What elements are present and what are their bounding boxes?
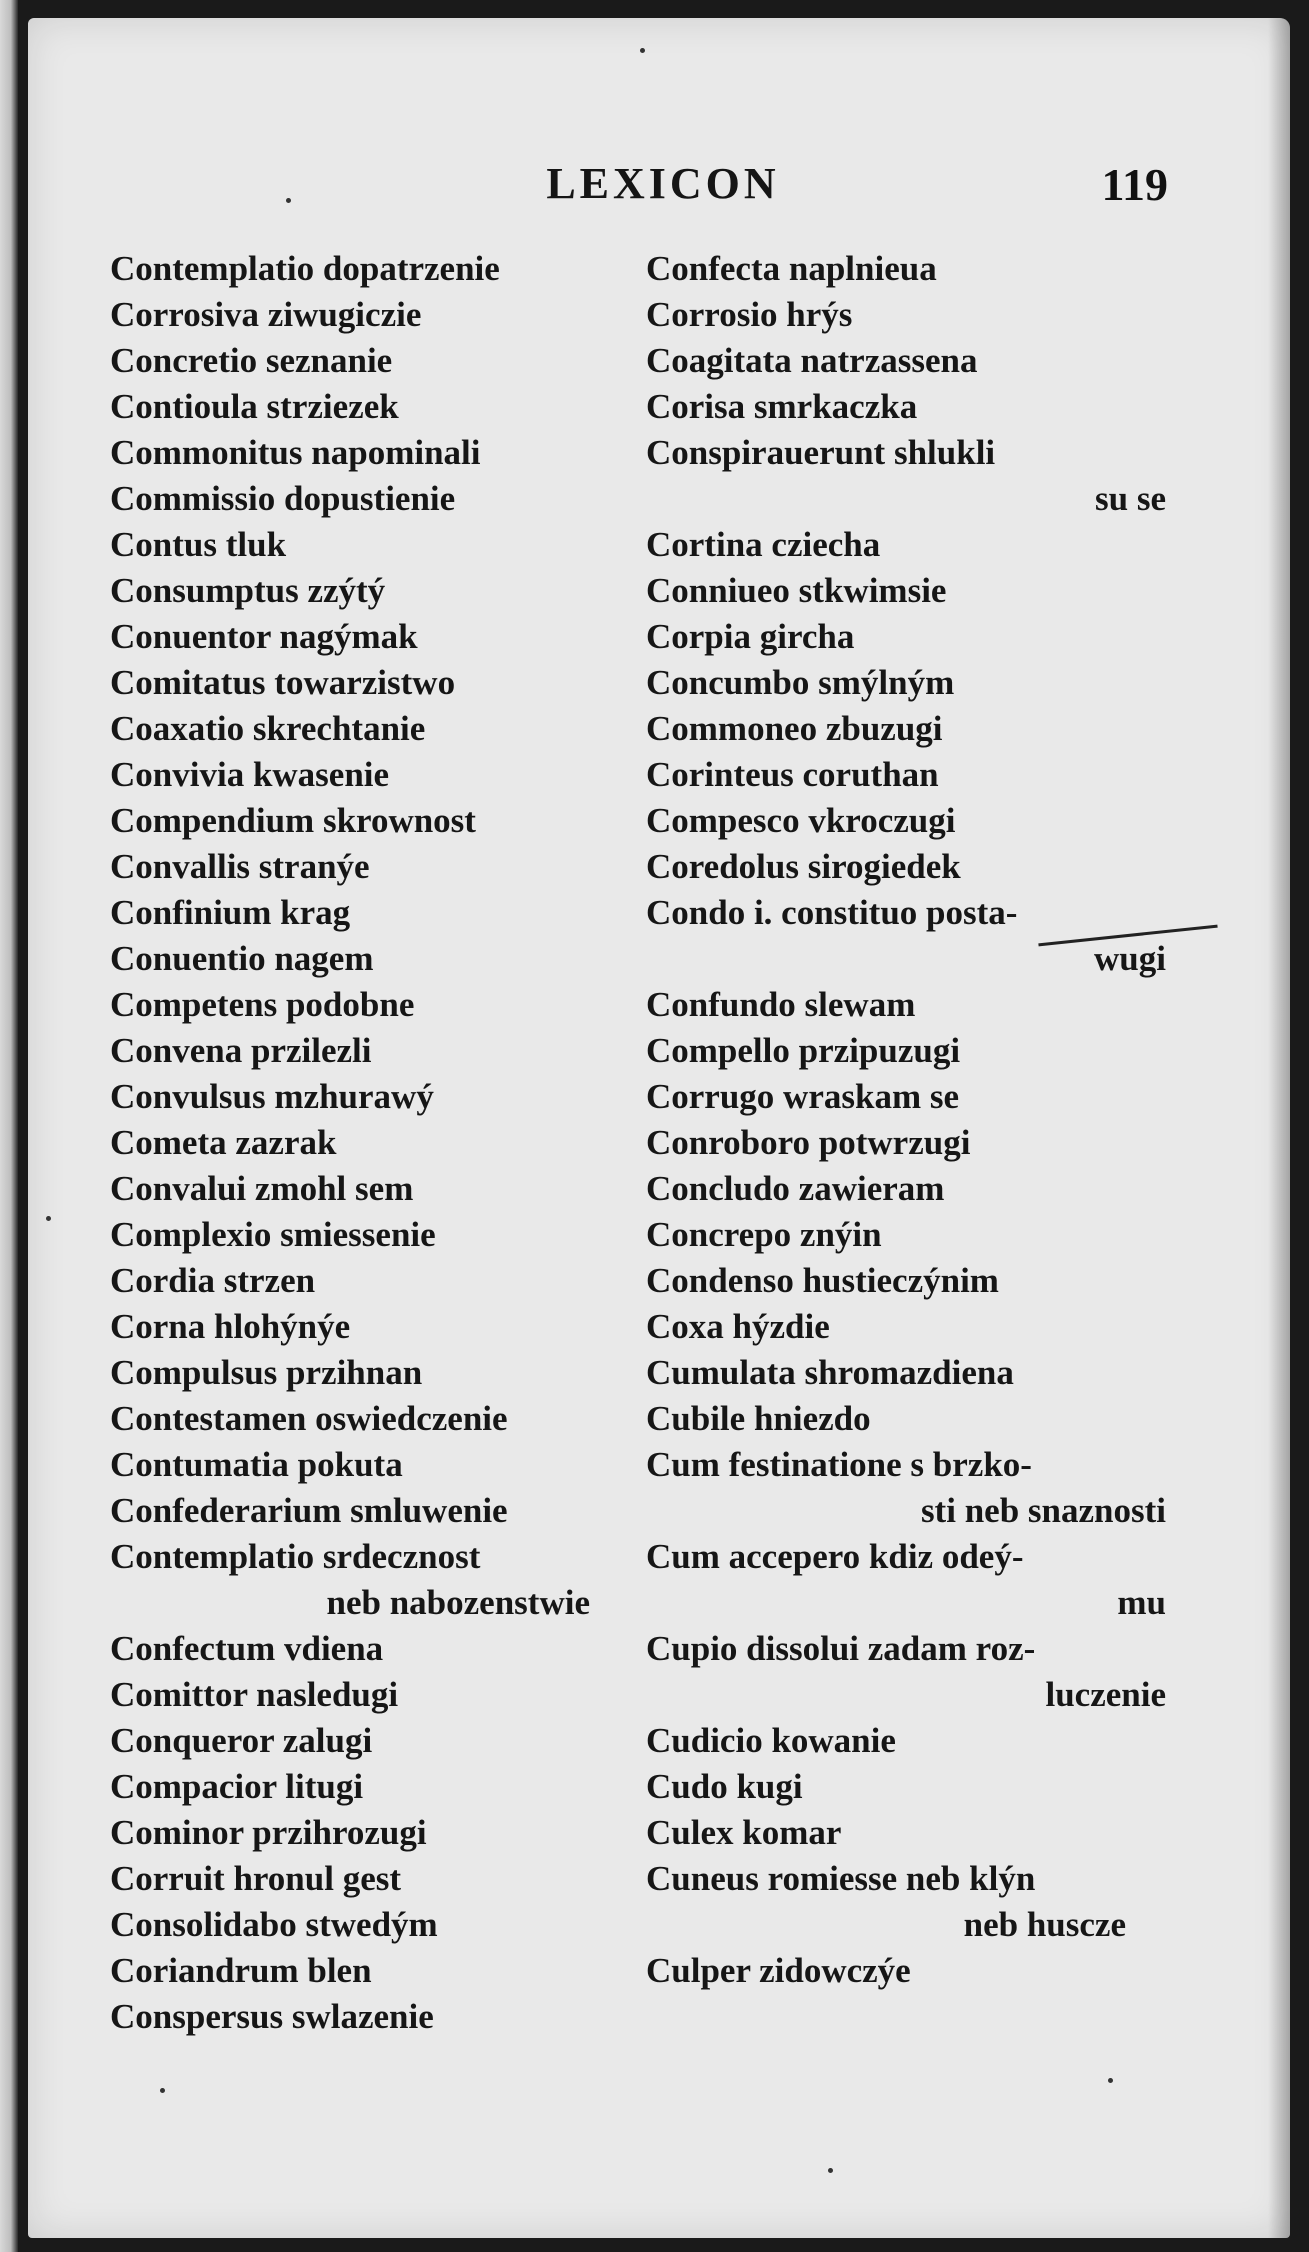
entry: Cubile hniezdo bbox=[646, 1399, 871, 1438]
entry: Contumatia pokuta bbox=[110, 1445, 403, 1484]
ink-speck bbox=[1108, 2078, 1113, 2083]
entry: Competens podobne bbox=[110, 985, 415, 1024]
entry: Commoneo zbuzugi bbox=[646, 709, 943, 748]
previous-page-edge bbox=[0, 0, 18, 2252]
ink-speck bbox=[160, 2088, 165, 2093]
entry: Corrugo wraskam se bbox=[646, 1077, 960, 1116]
ink-speck bbox=[828, 2168, 833, 2173]
entry: Contus tluk bbox=[110, 525, 287, 564]
entry-continuation: neb huscze bbox=[963, 1905, 1126, 1944]
entry: Concludo zawieram bbox=[646, 1169, 945, 1208]
entry: Cortina cziecha bbox=[646, 525, 881, 564]
entry: Confecta naplnieua bbox=[646, 249, 937, 288]
entry: Convena przilezli bbox=[110, 1031, 372, 1070]
entry: Compacior litugi bbox=[110, 1767, 364, 1806]
entry: Condenso hustieczýnim bbox=[646, 1261, 999, 1300]
entry: Cudo kugi bbox=[646, 1767, 803, 1806]
entry: Cominor przihrozugi bbox=[110, 1813, 427, 1852]
entry: Convalui zmohl sem bbox=[110, 1169, 414, 1208]
entry: Corpia gircha bbox=[646, 617, 855, 656]
entry-continuation: luczenie bbox=[1045, 1675, 1166, 1714]
page-shadow-edge bbox=[1268, 18, 1290, 2238]
entry: Concretio seznanie bbox=[110, 341, 393, 380]
entry: Commissio dopustienie bbox=[110, 479, 456, 518]
entry: Culper zidowczýe bbox=[646, 1951, 911, 1990]
entry: Contemplatio dopatrzenie bbox=[110, 249, 500, 288]
entry: Coxa hýzdie bbox=[646, 1307, 830, 1346]
entry: Cumulata shromazdiena bbox=[646, 1353, 1014, 1392]
entry: Cordia strzen bbox=[110, 1261, 316, 1300]
entry: Compesco vkroczugi bbox=[646, 801, 956, 840]
entry: Coagitata natrzassena bbox=[646, 341, 978, 380]
entry: Conuentio nagem bbox=[110, 939, 374, 978]
entry: Condo i. constituo posta- bbox=[646, 893, 1018, 932]
page-number: 119 bbox=[1101, 159, 1168, 210]
entry-continuation: wugi bbox=[1094, 939, 1166, 978]
entry: Concumbo smýlným bbox=[646, 663, 955, 702]
ink-speck bbox=[286, 198, 291, 203]
entry: Corruit hronul gest bbox=[110, 1859, 402, 1898]
entry: Coaxatio skrechtanie bbox=[110, 709, 426, 748]
entry: Convivia kwasenie bbox=[110, 755, 390, 794]
book-page bbox=[28, 18, 1290, 2238]
entry: Compendium skrownost bbox=[110, 801, 476, 840]
ink-speck bbox=[640, 48, 645, 53]
entry: Corna hlohýnýe bbox=[110, 1307, 351, 1346]
entry: Corinteus coruthan bbox=[646, 755, 939, 794]
entry: Corrosio hrýs bbox=[646, 295, 853, 334]
entry-continuation: neb nabozenstwie bbox=[326, 1583, 590, 1622]
entry: Cupio dissolui zadam roz- bbox=[646, 1629, 1036, 1668]
entry: Concrepo znýin bbox=[646, 1215, 882, 1254]
entry: Confinium krag bbox=[110, 893, 351, 932]
entry: Comittor nasledugi bbox=[110, 1675, 399, 1714]
entry: Conspersus swlazenie bbox=[110, 1997, 434, 2036]
entry: Complexio smiessenie bbox=[110, 1215, 436, 1254]
entry: Confundo slewam bbox=[646, 985, 916, 1024]
left-column bbox=[110, 246, 630, 2040]
entry: Corisa smrkaczka bbox=[646, 387, 918, 426]
entry: Conspirauerunt shlukli bbox=[646, 433, 996, 472]
entry: Conqueror zalugi bbox=[110, 1721, 373, 1760]
entry: Consolidabo stwedým bbox=[110, 1905, 438, 1944]
entry: Compulsus przihnan bbox=[110, 1353, 423, 1392]
entry: Cum accepero kdiz odeý- bbox=[646, 1537, 1024, 1576]
entry: Commonitus napominali bbox=[110, 433, 481, 472]
entry: Conniueo stkwimsie bbox=[646, 571, 947, 610]
ink-speck bbox=[46, 1216, 51, 1221]
entry: Convallis stranýe bbox=[110, 847, 370, 886]
entry: Contioula strziezek bbox=[110, 387, 399, 426]
entry-continuation: su se bbox=[1095, 479, 1166, 518]
entry: Coriandrum blen bbox=[110, 1951, 372, 1990]
entry: Confederarium smluwenie bbox=[110, 1491, 508, 1530]
entry: Cuneus romiesse neb klýn bbox=[646, 1859, 1036, 1898]
entry: Consumptus zzýtý bbox=[110, 571, 386, 610]
entry: Corrosiva ziwugiczie bbox=[110, 295, 422, 334]
entry: Conuentor nagýmak bbox=[110, 617, 418, 656]
entry-continuation: sti neb snaznosti bbox=[920, 1491, 1166, 1530]
entry: Contemplatio srdecznost bbox=[110, 1537, 481, 1576]
entry: Contestamen oswiedczenie bbox=[110, 1399, 508, 1438]
right-column bbox=[646, 246, 1166, 1994]
entry: Cudicio kowanie bbox=[646, 1721, 896, 1760]
entry: Cometa zazrak bbox=[110, 1123, 337, 1162]
entry: Confectum vdiena bbox=[110, 1629, 384, 1668]
entry-continuation: mu bbox=[1117, 1583, 1166, 1622]
entry: Compello przipuzugi bbox=[646, 1031, 961, 1070]
entry: Cum festinatione s brzko- bbox=[646, 1445, 1032, 1484]
entry: Comitatus towarzistwo bbox=[110, 663, 456, 702]
running-head: LEXICON bbox=[546, 159, 780, 208]
entry: Coredolus sirogiedek bbox=[646, 847, 961, 886]
entry: Conroboro potwrzugi bbox=[646, 1123, 971, 1162]
entry: Culex komar bbox=[646, 1813, 842, 1852]
entry: Convulsus mzhurawý bbox=[110, 1077, 434, 1116]
